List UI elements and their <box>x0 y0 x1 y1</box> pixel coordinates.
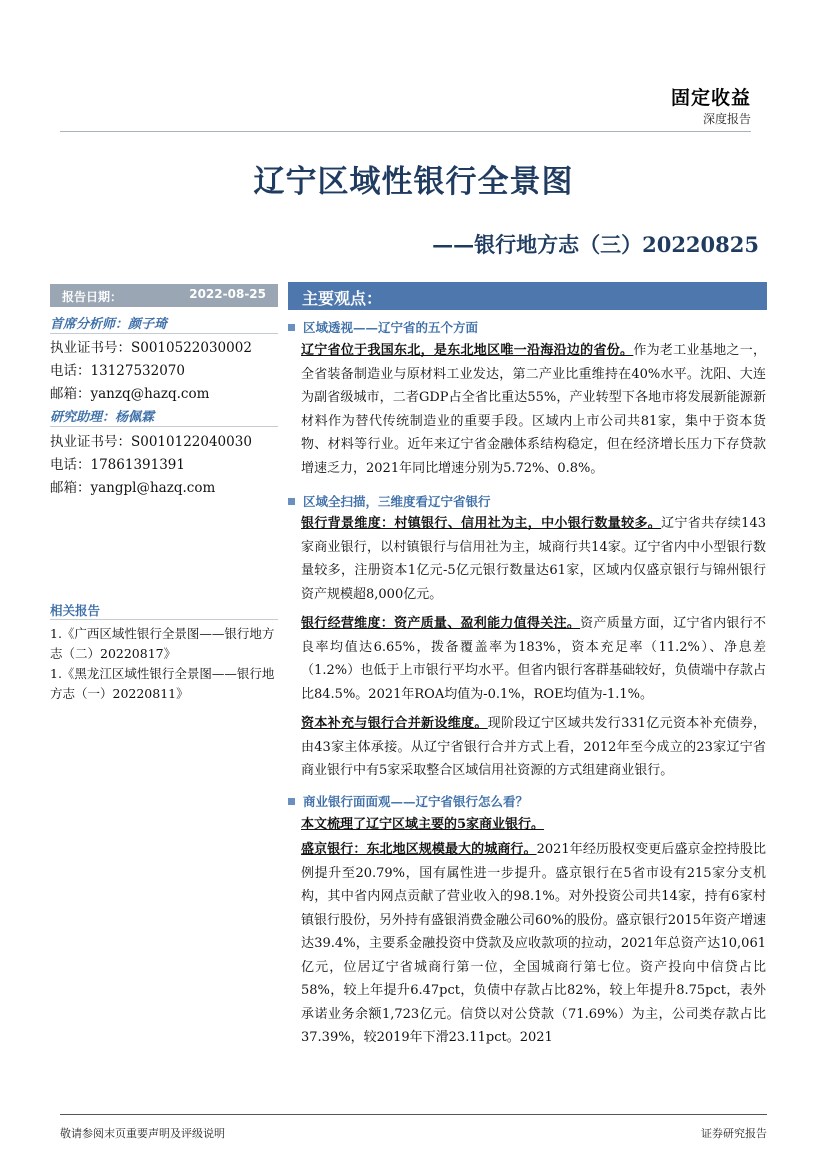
related-reports-divider <box>50 619 278 620</box>
related-report-item[interactable]: 1.《黑龙江区域性银行全景图——银行地方志（一）20220811》 <box>50 666 275 701</box>
paragraph-body: 辽宁省共存续143家商业银行，以村镇银行与信用社为主，城商行共14家。辽宁省内中小型银行数量较多，注册资本1亿元-5亿元银行数量达61家，区域内仅盛京银行与锦州银行资产规模超8,000亿元。 <box>301 516 766 602</box>
bullet-square-icon <box>288 798 295 805</box>
main-points-header <box>288 282 767 310</box>
section-bullet <box>288 792 528 810</box>
paragraph-bank-background <box>301 512 766 606</box>
chief-analyst: 首席分析师：颜子琦 <box>50 317 168 332</box>
paragraph-lead: 资本补充与银行合并新设维度。 <box>301 716 488 731</box>
related-reports-title: 相关报告 <box>50 603 101 618</box>
paragraph-bank-operations <box>301 612 766 706</box>
chief-phone: 电话：13127532070 <box>50 363 185 379</box>
paragraph-lead: 银行经营维度：资产质量、盈利能力值得关注。 <box>301 616 581 631</box>
section-bullet <box>288 318 478 336</box>
report-date-label: 报告日期： <box>62 290 123 304</box>
paragraph-lead: 本文梳理了辽宁区域主要的5家商业银行。 <box>301 817 545 832</box>
chief-cert: 执业证书号：S0010522030002 <box>50 340 252 356</box>
bullet-square-icon <box>288 498 295 505</box>
report-category: 固定收益 <box>670 87 751 109</box>
footer-report-label: 证券研究报告 <box>701 1127 767 1140</box>
assistant-divider <box>50 426 278 427</box>
assistant-email[interactable]: 邮箱：yangpl@hazq.com <box>50 480 216 496</box>
footer-divider <box>60 1114 767 1115</box>
report-date-bar <box>50 284 278 307</box>
paragraph-capital-merger <box>301 712 766 783</box>
footer-disclaimer: 敬请参阅末页重要声明及评级说明 <box>60 1127 225 1140</box>
bullet-text: 商业银行面面观——辽宁省银行怎么看？ <box>303 794 529 809</box>
report-title: 辽宁区域性银行全景图 <box>253 164 574 200</box>
bullet-text: 区域全扫描，三维度看辽宁省银行 <box>303 494 491 509</box>
paragraph-body: 现阶段辽宁区域共发行331亿元资本补充债券，由43家主体承接。从辽宁省银行合并方式上看，2012年至今成立的23家辽宁省商业银行中有5家采取整合区域信用社资源的方式组建商业银行。 <box>301 716 766 778</box>
chief-analyst-divider <box>50 333 278 334</box>
chief-email[interactable]: 邮箱：yanzq@hazq.com <box>50 386 210 402</box>
paragraph-region-overview <box>301 339 766 480</box>
paragraph-body: 2021年经历股权变更后盛京金控持股比例提升至20.79%，国有属性进一步提升。盛京银行在5省市设有215家分支机构，其中省内网点贡献了营业收入的98.1%。对外投资公司共14家，持有6家村镇银行股份，另外持有盛银消费金融公司60%的股份。盛京银行2015年资产增速达39.4%，主要系金融投资中贷款及应收款项的拉动，2021年总资产达10,061亿元，位居辽宁省城商行第一位，全国城商行第七位。资产投向中信贷占比58%，较上年提升6.47pct，负债中存款占比82%，较上年提升8.75pct，表外承诺业务余额1,723亿元。信贷以对公贷款（71.69%）为主，公司类存款占比37.39%，较2019年下滑23.11pct。2021 <box>301 842 766 1045</box>
section-bullet <box>288 492 491 510</box>
paragraph-shengjing-bank <box>301 838 766 1050</box>
research-assistant: 研究助理：杨佩霖 <box>50 410 155 425</box>
main-points-title: 主要观点： <box>302 289 383 308</box>
related-report-item[interactable]: 1.《广西区域性银行全景图——银行地方志（二）20220817》 <box>50 626 275 661</box>
report-subtitle: ——银行地方志（三）20220825 <box>432 232 759 257</box>
report-type: 深度报告 <box>702 112 751 126</box>
bullet-text: 区域透视——辽宁省的五个方面 <box>303 320 479 335</box>
bullet-square-icon <box>288 324 295 331</box>
assistant-cert: 执业证书号：S0010122040030 <box>50 434 252 450</box>
paragraph-lead: 银行背景维度：村镇银行、信用社为主，中小银行数量较多。 <box>301 516 662 531</box>
header-divider <box>60 131 751 132</box>
paragraph-body: 资产质量方面，辽宁省内银行不良率均值达6.65%，拨备覆盖率为183%，资本充足率（11.2%）、净息差（1.2%）也低于上市银行平均水平。但省内银行客群基础较好，负债端中存款占比84.5%。2021年ROA均值为-0.1%，ROE均值为-1.1%。 <box>301 616 766 702</box>
paragraph-lead: 辽宁省位于我国东北，是东北地区唯一沿海沿边的省份。 <box>301 343 634 358</box>
paragraph-body: 作为老工业基地之一，全省装备制造业与原材料工业发达，第二产业比重维持在40%水平。沈阳、大连为副省级城市，二者GDP占全省比重达55%，产业转型下各地市将发展新能源新材料作为替代传统制造业的重要手段。区域内上市公司共81家，集中于资本货物、材料等行业。近年来辽宁省金融体系结构稳定，但在经济增长压力下存贷款增速乏力，2021年同比增速分别为5.72%、0.8%。 <box>301 343 766 476</box>
assistant-phone: 电话：17861391391 <box>50 457 185 473</box>
paragraph-lead: 盛京银行：东北地区规模最大的城商行。 <box>301 842 537 857</box>
report-date-value: 2022-08-25 <box>189 287 266 301</box>
paragraph-summary <box>301 813 766 837</box>
